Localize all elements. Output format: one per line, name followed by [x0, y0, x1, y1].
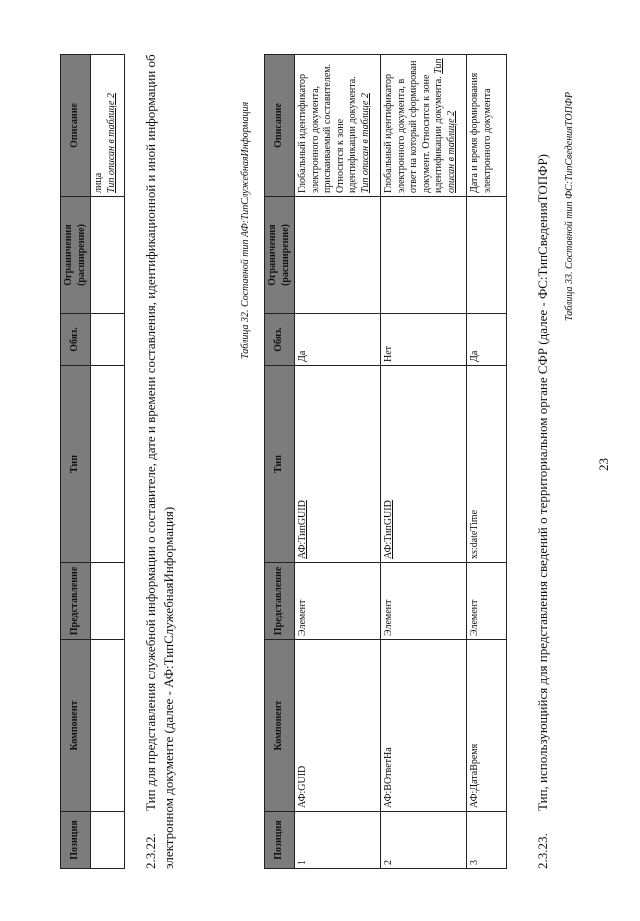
cell-type: xs:dateTime — [467, 366, 507, 563]
table-row — [91, 55, 125, 869]
cell-position: 2 — [381, 812, 467, 869]
header-description: Описание — [265, 55, 295, 197]
header-position: Позиция — [265, 812, 295, 869]
cell-description: Дата и время формирования электронного документа — [467, 55, 507, 197]
cell — [91, 314, 125, 366]
table-row — [381, 55, 467, 869]
header-type: Тип — [61, 366, 91, 563]
table-row — [467, 55, 507, 869]
page-number: 23 — [596, 458, 611, 471]
table-header-row — [61, 55, 91, 869]
header-description: Описание — [61, 55, 91, 197]
cell-representation: Элемент — [295, 563, 381, 640]
cell-required: Нет — [381, 314, 467, 366]
cell-component: АФ:ВОтветНа — [381, 640, 467, 812]
header-type: Тип — [265, 366, 295, 563]
header-required: Обяз. — [61, 314, 91, 366]
cell-component: АФ:GUID — [295, 640, 381, 812]
table-reference-link[interactable]: Тип описан в таблице 2 — [433, 58, 457, 193]
header-representation: Представление — [265, 563, 295, 640]
cell-position: 3 — [467, 812, 507, 869]
cell — [91, 366, 125, 563]
header-limits: Ограничения (расширение) — [61, 197, 91, 314]
cell-limits — [381, 197, 467, 314]
cell-component: АФ:ДатаВремя — [467, 640, 507, 812]
cell-description — [295, 55, 381, 197]
cell — [91, 812, 125, 869]
cell-required: Да — [295, 314, 381, 366]
section-text: Тип, использующийся для представления сведений о территориальном органе СФР (далее - ФС:ТипСведенияТОПФР) — [535, 153, 550, 811]
table-33-caption: Таблица 33. Составной тип ФС:ТипСведенияТОПФР — [564, 92, 575, 321]
cell-required: Да — [467, 314, 507, 366]
cell — [91, 563, 125, 640]
section-text: Тип для представления служебной информации о составителе, дате и времени составления, идентификационной и иной информации об электронном документе (далее - АФ:ТипСлужебнаяИнформация) — [143, 54, 176, 869]
header-component: Компонент — [61, 640, 91, 812]
header-position: Позиция — [61, 812, 91, 869]
table-header-row — [265, 55, 295, 869]
table-reference-link[interactable]: Тип описан в таблице 2 — [359, 93, 371, 193]
cell — [91, 640, 125, 812]
description-text: Глобальный идентификатор электронного документа, в ответ на который сформирован документ. Относится к зоне идентификации документа. — [383, 60, 444, 193]
description-text: Глобальный идентификатор электронного документа, присваиваемый составителем. Относится к зоне идентификации документа. — [297, 63, 358, 193]
table-previous — [60, 54, 125, 869]
cell-limits — [467, 197, 507, 314]
cell-representation: Элемент — [381, 563, 467, 640]
type-link[interactable]: АФ:ТипGUID — [297, 500, 308, 559]
header-component: Компонент — [265, 640, 295, 812]
section-2-3-22 — [142, 54, 177, 869]
table-32-caption: Таблица 32. Составной тип АФ:ТипСлужебнаяИнформация — [240, 101, 251, 359]
cell-description — [91, 55, 125, 197]
table-row — [295, 55, 381, 869]
cell-limits — [295, 197, 381, 314]
type-link[interactable]: АФ:ТипGUID — [383, 500, 394, 559]
section-2-3-23 — [534, 54, 552, 869]
description-text: лица — [93, 172, 104, 193]
header-representation: Представление — [61, 563, 91, 640]
cell-type — [295, 366, 381, 563]
cell — [91, 197, 125, 314]
section-number: 2.3.23. — [535, 833, 550, 869]
section-number: 2.3.22. — [143, 833, 158, 869]
cell-representation: Элемент — [467, 563, 507, 640]
cell-type — [381, 366, 467, 563]
header-required: Обяз. — [265, 314, 295, 366]
cell-position: 1 — [295, 812, 381, 869]
header-limits: Ограничения (расширение) — [265, 197, 295, 314]
cell-description — [381, 55, 467, 197]
table-reference-link[interactable]: Тип описан в таблице 2 — [105, 93, 117, 193]
table-32 — [264, 54, 507, 869]
